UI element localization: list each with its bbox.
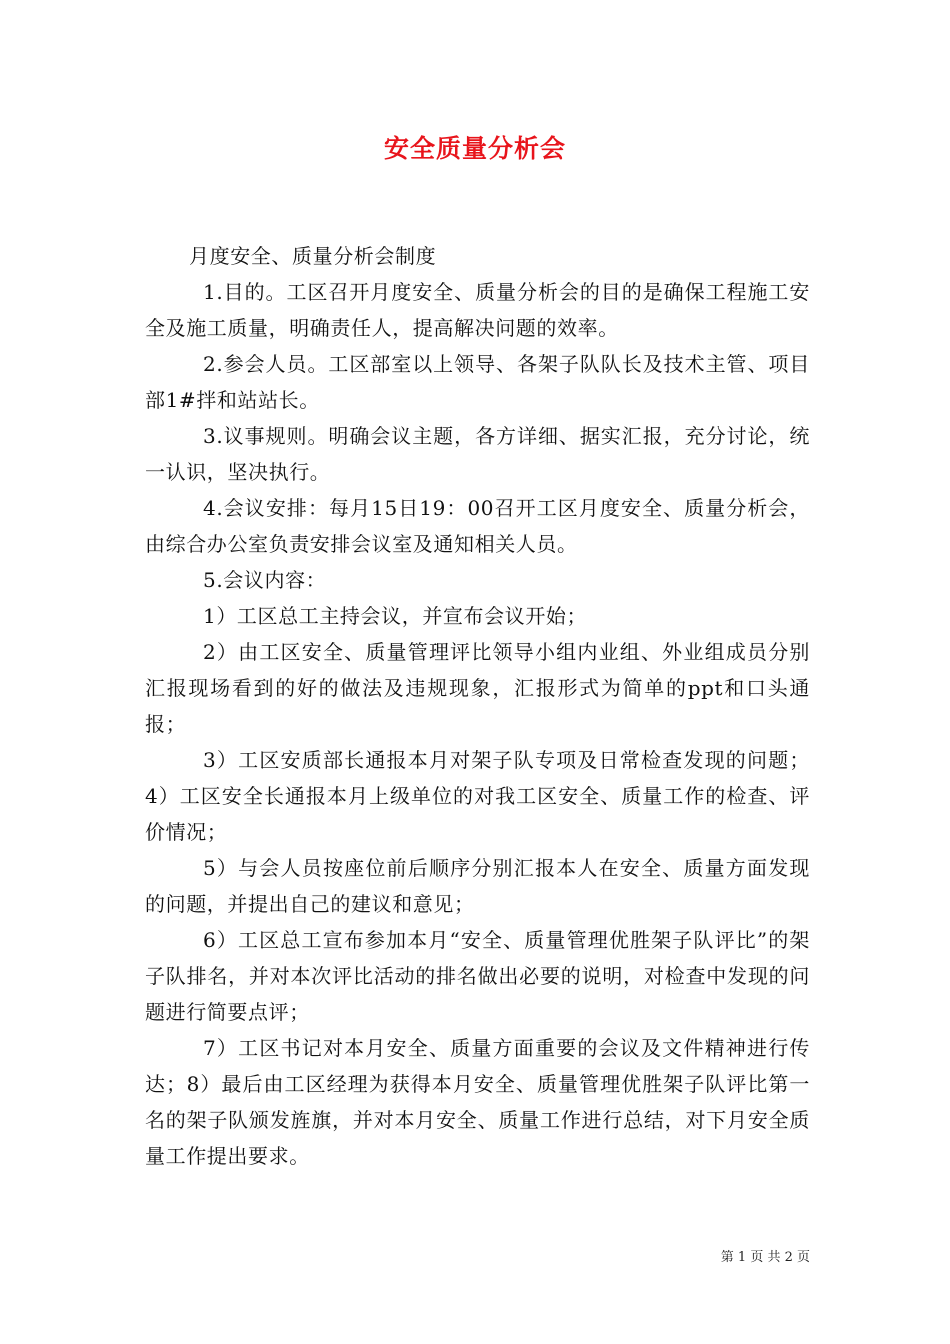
- page-number-footer: 第 1 页 共 2 页: [720, 1250, 810, 1265]
- paragraph-item-1: 1）工区总工主持会议，并宣布会议开始；: [203, 604, 588, 628]
- document-body: [145, 238, 810, 1174]
- paragraph-rules: 3.议事规则。明确会议主题，各方详细、据实汇报，充分讨论，统一认识，坚决执行。: [145, 424, 810, 484]
- paragraph-attendees: 2.参会人员。工区部室以上领导、各架子队队长及技术主管、项目部1#拌和站站长。: [145, 352, 810, 412]
- paragraph-purpose: 1.目的。工区召开月度安全、质量分析会的目的是确保工程施工安全及施工质量，明确责任人，提高解决问题的效率。: [145, 280, 810, 340]
- paragraph-item-3-4: 3）工区安质部长通报本月对架子队专项及日常检查发现的问题；4）工区安全长通报本月上级单位的对我工区安全、质量工作的检查、评价情况；: [145, 748, 810, 844]
- document-title: 安全质量分析会: [383, 134, 566, 163]
- paragraph-item-6: 6）工区总工宣布参加本月“安全、质量管理优胜架子队评比”的架子队排名，并对本次评比活动的排名做出必要的说明，对检查中发现的问题进行简要点评；: [145, 928, 810, 1024]
- paragraph-content-heading: 5.会议内容：: [203, 568, 327, 592]
- document-subheading: 月度安全、质量分析会制度: [189, 244, 437, 268]
- paragraph-schedule: 4.会议安排：每月15日19：00召开工区月度安全、质量分析会，由综合办公室负责安排会议室及通知相关人员。: [145, 496, 810, 556]
- paragraph-item-7-8: 7）工区书记对本月安全、质量方面重要的会议及文件精神进行传达；8）最后由工区经理为获得本月安全、质量管理优胜架子队评比第一名的架子队颁发旌旗，并对本月安全、质量工作进行总结，对下月安全质量工作提出要求。: [145, 1036, 810, 1168]
- paragraph-item-5: 5）与会人员按座位前后顺序分别汇报本人在安全、质量方面发现的问题，并提出自己的建议和意见；: [145, 856, 810, 916]
- paragraph-item-2: 2）由工区安全、质量管理评比领导小组内业组、外业组成员分别汇报现场看到的好的做法及违规现象，汇报形式为简单的ppt和口头通报；: [145, 640, 810, 736]
